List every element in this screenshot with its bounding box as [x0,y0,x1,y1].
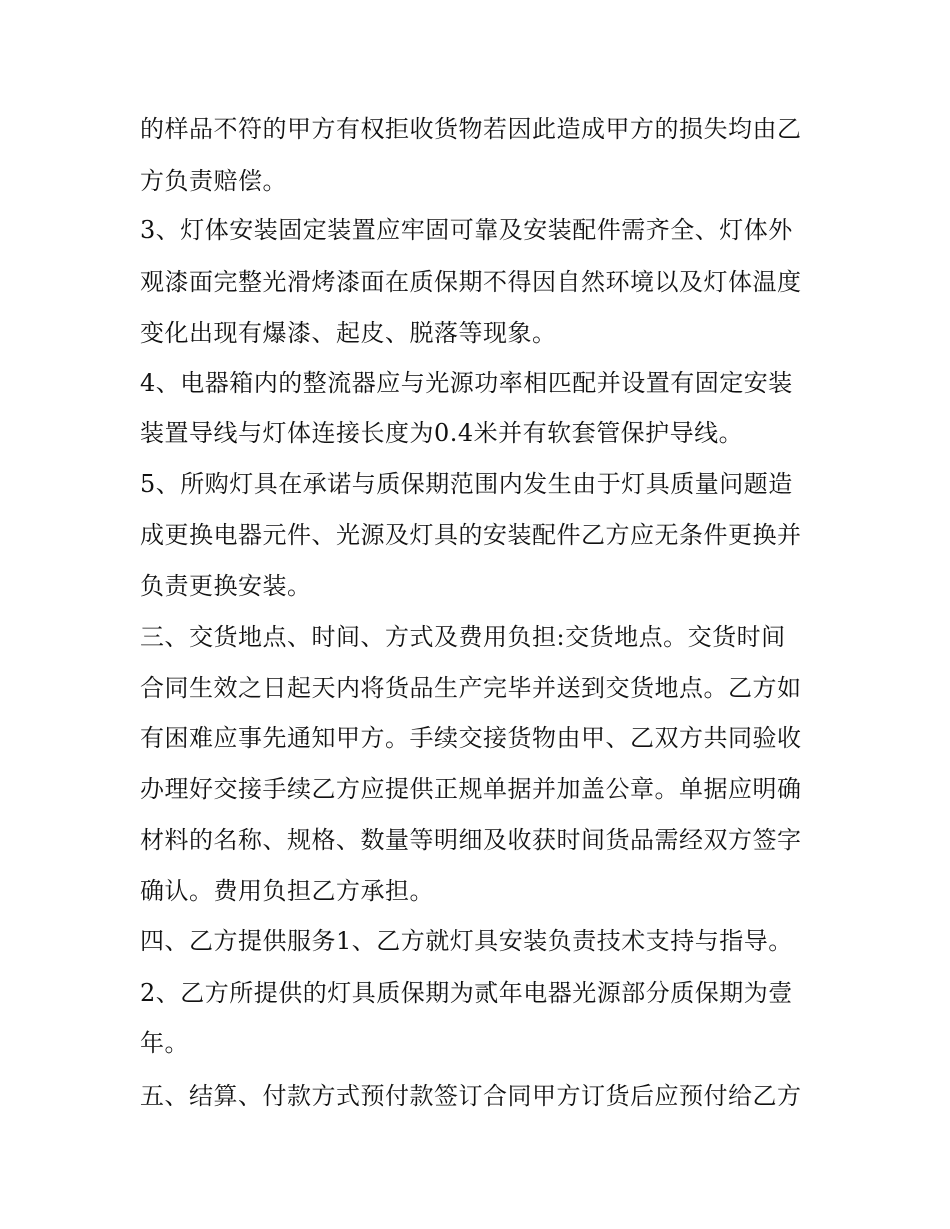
text-line: 年。 [140,1029,189,1057]
text-line: 观漆面完整光滑烤漆面在质保期不得因自然环境以及灯体温度 [140,268,802,296]
text-line: 5、所购灯具在承诺与质保期范围内发生由于灯具质量问题造 [140,470,793,498]
text-line: 方负责赔偿。 [140,167,287,195]
text-line: 办理好交接手续乙方应提供正规单据并加盖公章。单据应明确 [140,775,802,803]
text-line: 材料的名称、规格、数量等明细及收获时间货品需经双方签字 [140,826,802,854]
text-line: 有困难应事先通知甲方。手续交接货物由甲、乙双方共同验收 [140,724,802,752]
text-line: 确认。费用负担乙方承担。 [140,877,434,905]
text-line: 成更换电器元件、光源及灯具的安装配件乙方应无条件更换并 [140,521,802,549]
text-line: 2、乙方所提供的灯具质保期为贰年电器光源部分质保期为壹 [140,979,793,1007]
text-line: 三、交货地点、时间、方式及费用负担:交货地点。交货时间 [140,623,786,651]
text-line: 4、电器箱内的整流器应与光源功率相匹配并设置有固定安装 [140,369,793,397]
text-line: 负责更换安装。 [140,572,312,600]
text-line: 变化出现有爆漆、起皮、脱落等现象。 [140,319,557,347]
text-line: 四、乙方提供服务1、乙方就灯具安装负责技术支持与指导。 [140,927,793,955]
text-line: 合同生效之日起天内将货品生产完毕并送到交货地点。乙方如 [140,674,802,702]
text-line: 五、结算、付款方式预付款签订合同甲方订货后应预付给乙方 [140,1082,802,1110]
text-line: 装置导线与灯体连接长度为0.4米并有软套管保护导线。 [140,419,744,447]
text-line: 3、灯体安装固定装置应牢固可靠及安装配件需齐全、灯体外 [140,216,793,244]
text-line: 的样品不符的甲方有权拒收货物若因此造成甲方的损失均由乙 [140,115,802,143]
